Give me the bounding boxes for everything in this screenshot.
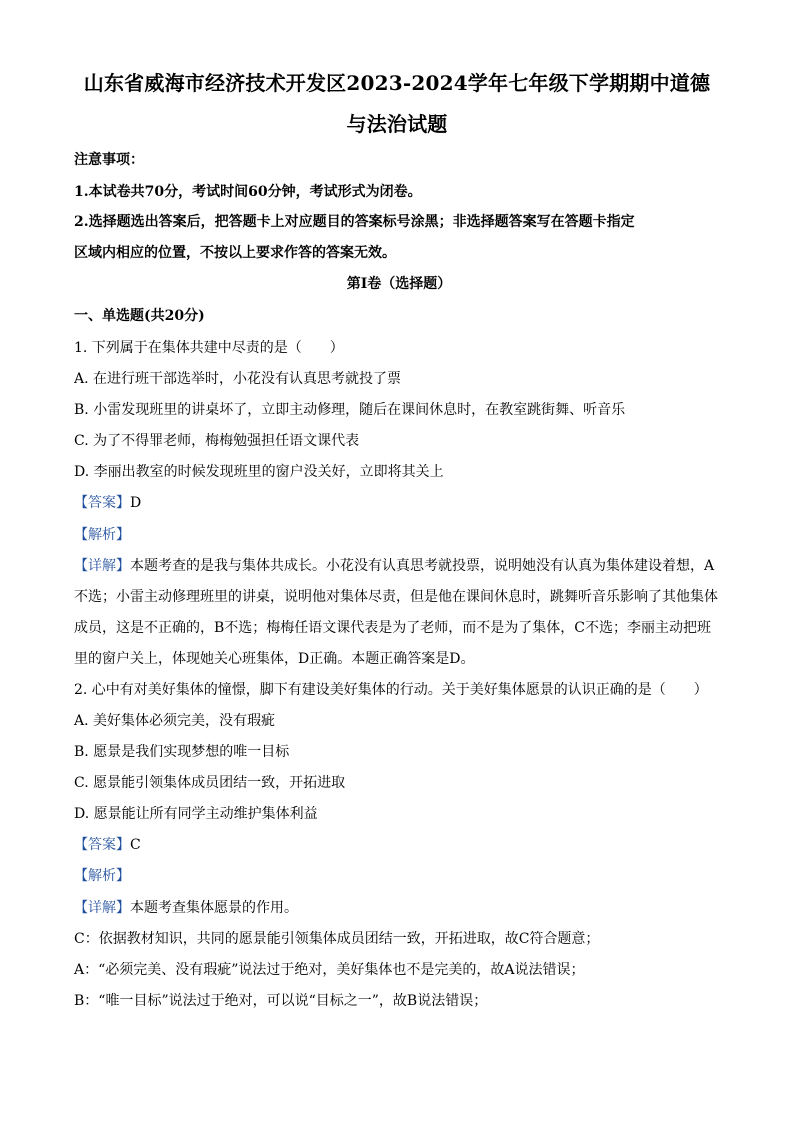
notice-item-1: 1.本试卷共70分，考试时间60分钟，考试形式为闭卷。: [74, 184, 422, 200]
detail-label: 【详解】: [74, 558, 130, 574]
document-title-line-2: 与法治试题: [346, 112, 448, 136]
question-1-option-d: D. 李丽出教室的时候发现班里的窗户没关好，立即将其关上: [74, 464, 444, 480]
question-1-detail-4: 里的窗户关上，体现她关心班集体，D正确。本题正确答案是D。: [74, 651, 475, 667]
question-1-detail-2: 不选；小雷主动修理班里的讲桌，说明他对集体尽责，但是他在课间休息时，跳舞听音乐影响了其他集体: [74, 589, 718, 605]
question-1-answer-value: D: [130, 495, 142, 511]
question-1-option-b: B. 小雷发现班里的讲桌坏了，立即主动修理，随后在课间休息时，在教室跳街舞、听音乐: [74, 402, 626, 418]
notice-item-2b: 区域内相应的位置，不按以上要求作答的答案无效。: [74, 245, 396, 261]
question-2-answer: [74, 835, 724, 855]
question-2-option-a: A. 美好集体必须完美，没有瑕疵: [74, 713, 276, 729]
question-1-stem: 1. 下列属于在集体共建中尽责的是（ ）: [74, 340, 344, 356]
notice-heading: 注意事项：: [74, 152, 144, 168]
question-2-option-d: D. 愿景能让所有同学主动维护集体利益: [74, 806, 318, 822]
question-1-option-a: A. 在进行班干部选举时，小花没有认真思考就投了票: [74, 371, 402, 387]
question-1-analysis-label: 【解析】: [74, 527, 130, 543]
question-2-option-b: B. 愿景是我们实现梦想的唯一目标: [74, 744, 290, 760]
question-2-analysis-label: 【解析】: [74, 868, 130, 884]
question-2-detail-3: A：“必须完美、没有瑕疵”说法过于绝对，美好集体也不是完美的，故A说法错误；: [74, 962, 585, 978]
question-1-detail-1: [74, 556, 724, 576]
question-2-answer-value: C: [130, 837, 141, 853]
question-1-option-c: C. 为了不得罪老师，梅梅勉强担任语文课代表: [74, 433, 360, 449]
answer-label: 【答案】: [74, 837, 130, 853]
question-2-detail-1: [74, 898, 724, 918]
volume-title: 第Ⅰ卷（选择题）: [346, 276, 452, 292]
question-2-detail-2: C：依据教材知识，共同的愿景能引领集体成员团结一致，开拓进取，故C符合题意；: [74, 931, 600, 947]
question-2-detail-4: B：“唯一目标”说法过于绝对，可以说“目标之一”，故B说法错误；: [74, 993, 488, 1009]
notice-item-2a: 2.选择题选出答案后，把答题卡上对应题目的答案标号涂黑；非选择题答案写在答题卡指定: [74, 214, 635, 230]
detail-label: 【详解】: [74, 900, 130, 916]
section-title: 一、单选题(共20分): [74, 308, 205, 324]
question-2-option-c: C. 愿景能引领集体成员团结一致，开拓进取: [74, 775, 346, 791]
question-2-stem: 2. 心中有对美好集体的憧憬，脚下有建设美好集体的行动。关于美好集体愿景的认识正确的是（ ）: [74, 682, 708, 698]
document-title-line-1: 山东省威海市经济技术开发区2023-2024学年七年级下学期期中道德: [83, 71, 711, 95]
question-2-detail-text: 本题考查集体愿景的作用。: [130, 900, 298, 916]
answer-label: 【答案】: [74, 495, 130, 511]
question-1-answer: [74, 493, 724, 513]
question-1-detail-3: 成员，这是不正确的，B不选；梅梅任语文课代表是为了老师，而不是为了集体，C不选；李丽主动把班: [74, 620, 711, 636]
question-1-detail-text: 本题考查的是我与集体共成长。小花没有认真思考就投票，说明她没有认真为集体建设着想，A: [130, 558, 715, 574]
